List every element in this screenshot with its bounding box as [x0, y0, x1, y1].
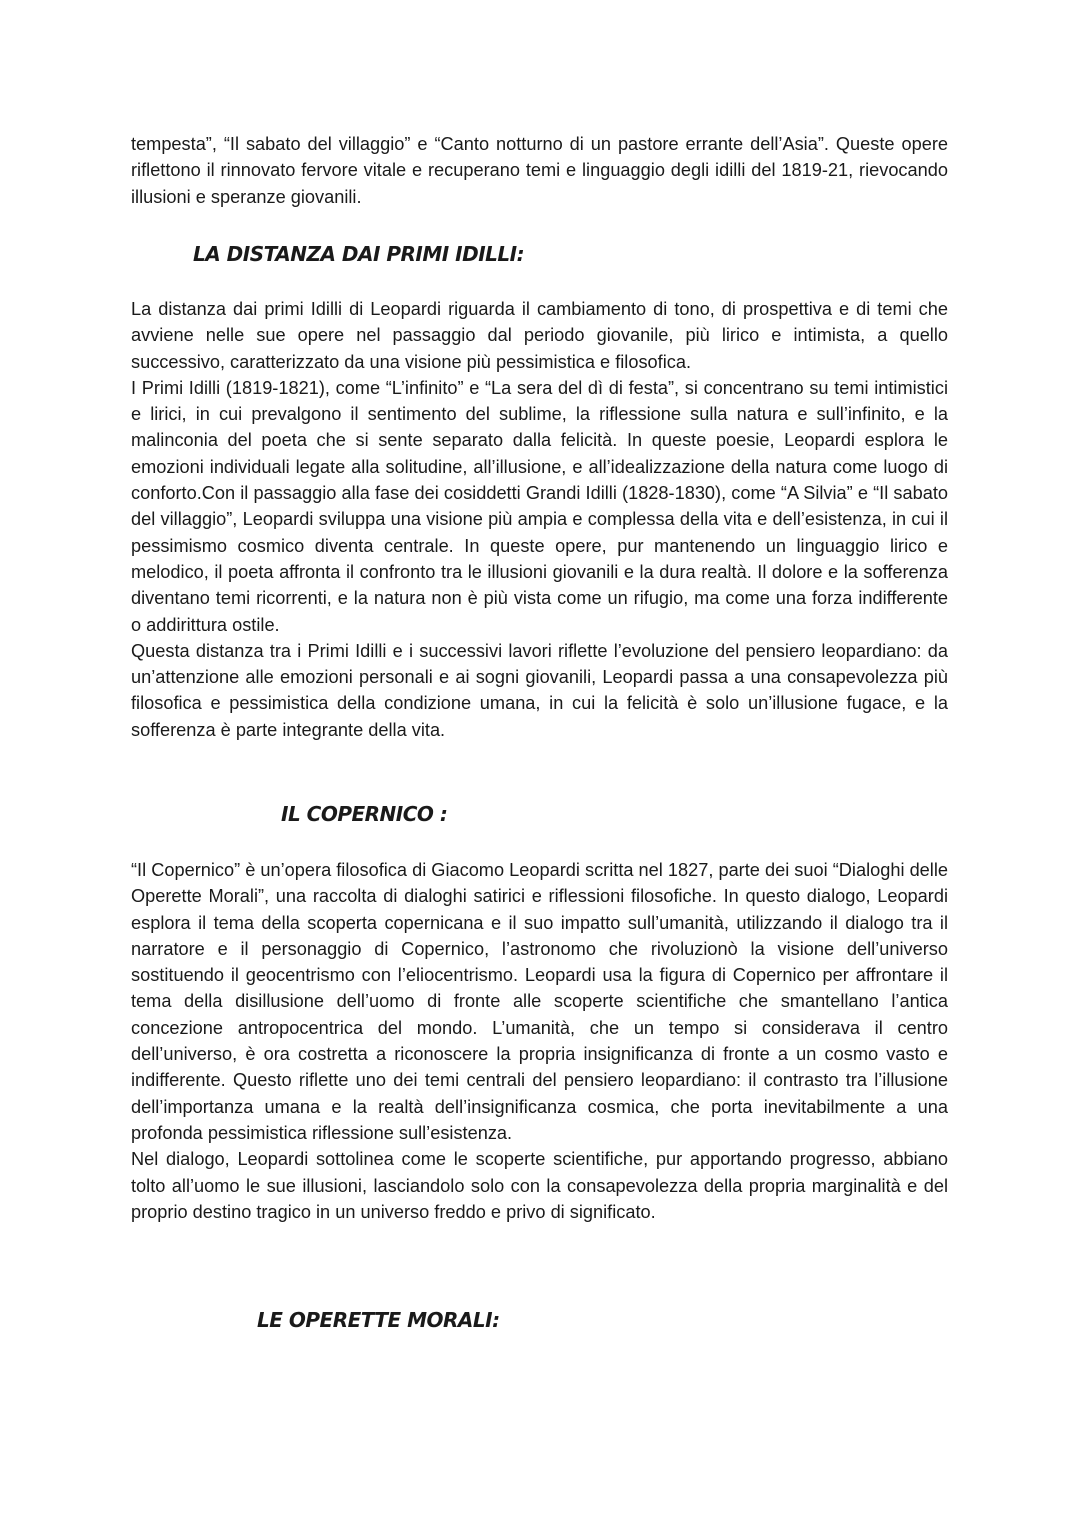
distanza-block — [131, 296, 948, 743]
intro-block — [131, 131, 948, 210]
heading-operette-morali: LE OPERETTE MORALI: — [257, 1308, 500, 1332]
distanza-paragraph-2: I Primi Idilli (1819-1821), come “L’infinito” e “La sera del dì di festa”, si concentrano su temi intimistici e lirici, in cui prevalgono il sentimento del sublime, la riflessione sulla natura e sull’infinito, e la malinconia del poeta che si sente separato dalla felicità. In queste poesie, Leopardi esplora le emozioni individuali legate alla solitudine, all’illusione, e all’idealizzazione della natura come luogo di conforto.Con il passaggio alla fase dei cosiddetti Grandi Idilli (1828-1830), come “A Silvia” e “Il sabato del villaggio”, Leopardi sviluppa una visione più ampia e complessa della vita e dell’esistenza, in cui il pessimismo cosmico diventa centrale. In queste opere, pur mantenendo un linguaggio lirico e melodico, il poeta affronta il confronto tra le illusioni giovanili e la dura realtà. Il dolore e la sofferenza diventano temi ricorrenti, e la natura non è più vista come un rifugio, ma come una forza indifferente o addirittura ostile. — [131, 377, 948, 635]
heading-distanza-primi-idilli: LA DISTANZA DAI PRIMI IDILLI: — [193, 242, 525, 266]
heading-copernico: IL COPERNICO : — [281, 802, 448, 826]
copernico-block — [131, 857, 948, 1225]
copernico-paragraph-1: “Il Copernico” è un’opera filosofica di Giacomo Leopardi scritta nel 1827, parte dei suoi “Dialoghi delle Operette Morali”, una raccolta di dialoghi satirici e riflessioni filosofiche. In questo dialogo, Leopardi esplora il tema della scoperta copernicana e il suo impatto sull’umanità, utilizzando il dialogo tra il narratore e il personaggio di Copernico, l’astronomo che rivoluzionò la visione dell’universo sostituendo il geocentrismo con l’eliocentrismo. Leopardi usa la figura di Copernico per affrontare il tema della disillusione dell’uomo di fronte alle scoperte scientifiche che smantellano l’antica concezione antropocentrica del mondo. L’umanità, che un tempo si considerava il centro dell’universo, è ora costretta a riconoscere la propria insignificanza di fronte a un cosmo vasto e indifferente. Questo riflette uno dei temi centrali del pensiero leopardiano: il contrasto tra l’illusione dell’importanza umana e la realtà dell’insignificanza cosmica, che porta inevitabilmente a una profonda pessimistica riflessione sull’esistenza. — [131, 860, 948, 1143]
intro-paragraph: tempesta”, “Il sabato del villaggio” e “Canto notturno di un pastore errante dell’Asia”. Queste opere riflettono il rinnovato fervore vitale e recuperano temi e linguaggio degli idilli del 1819-21, rievocando illusioni e speranze giovanili. — [131, 134, 948, 207]
distanza-paragraph-1: La distanza dai primi Idilli di Leopardi riguarda il cambiamento di tono, di prospettiva e di temi che avviene nelle sue opere nel passaggio dal periodo giovanile, più lirico e intimista, a quello successivo, caratterizzato da una visione più pessimistica e filosofica. — [131, 299, 948, 372]
distanza-paragraph-3: Questa distanza tra i Primi Idilli e i successivi lavori riflette l’evoluzione del pensiero leopardiano: da un’attenzione alle emozioni personali e ai sogni giovanili, Leopardi passa a una consapevolezza più filosofica e pessimistica della condizione umana, in cui la felicità è solo un’illusione fugace, e la sofferenza è parte integrante della vita. — [131, 640, 948, 740]
copernico-paragraph-2: Nel dialogo, Leopardi sottolinea come le scoperte scientifiche, pur apportando progresso, abbiano tolto all’uomo le sue illusioni, lasciandolo solo con la consapevolezza della propria marginalità e del proprio destino tragico in un universo freddo e privo di significato. — [131, 1149, 948, 1222]
